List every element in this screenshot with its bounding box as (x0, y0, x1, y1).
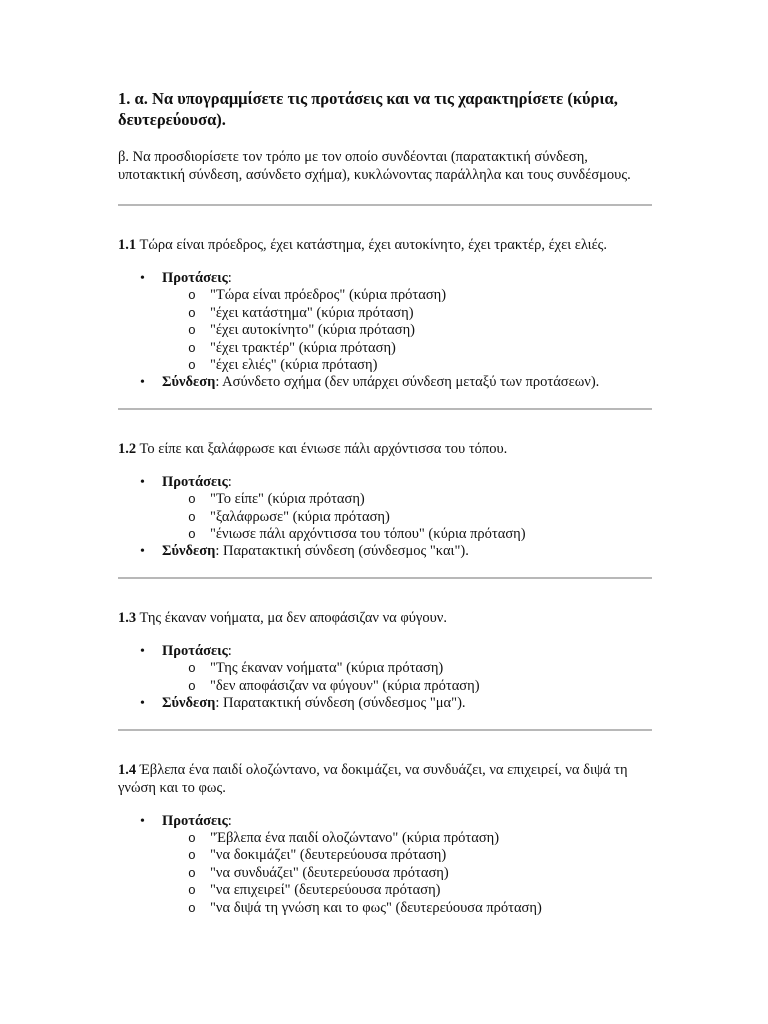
section-divider (118, 577, 652, 579)
exercise-heading: 1. α. Να υπογραμμίσετε τις προτάσεις και να τις χαρακτηρίσετε (κύρια, δευτερεύουσα). (118, 89, 618, 129)
exercise-sentence (118, 761, 650, 797)
clauses-label: Προτάσεις (162, 270, 228, 286)
clause-item: o "Έβλεπα ένα παιδί ολοζώντανο" (κύρια πρόταση) (188, 830, 650, 847)
clause-item: o "Το είπε" (κύρια πρόταση) (188, 491, 650, 508)
clause-item: o "να επιχειρεί" (δευτερεύουσα πρόταση) (188, 882, 650, 899)
clauses-list (162, 287, 650, 374)
connection-bullet (140, 695, 650, 712)
clauses-list (162, 660, 650, 695)
exercise-sentence (118, 440, 650, 458)
exercise-sentence (118, 236, 650, 254)
exercise-instructions: β. Να προσδιορίσετε τον τρόπο με τον οποίο συνδέονται (παρατακτική σύνδεση, υποτακτική σύνδεση, ασύνδετο σχήμα), κυκλώνοντας παράλληλα και τους συνδέσμους. (118, 149, 631, 183)
clauses-label: Προτάσεις (162, 642, 228, 659)
clause-item: o "δεν αποφάσιζαν να φύγουν" (κύρια πρόταση) (188, 678, 650, 695)
clause-item: o "έχει ελιές" (κύρια πρόταση) (188, 357, 650, 374)
clauses-bullet: • Προτάσεις: o "Έβλεπα ένα παιδί ολοζώντανο" (κύρια πρόταση) o "να δοκιμάζει" (δευτερεύουσα πρόταση) o "να συνδυάζει" (δευτερεύουσα πρόταση) o "να επιχειρεί" (δευτερεύουσα πρόταση) o "να διψά τη γνώση και το φως" (δευτερεύουσα πρόταση) (140, 813, 650, 917)
exercise-sentence (118, 609, 650, 627)
clauses-bullet: • Προτάσεις: o "Της έκαναν νοήματα" (κύρια πρόταση) o "δεν αποφάσιζαν να φύγουν" (κύρια πρόταση) (140, 643, 650, 695)
connection-bullet (140, 543, 650, 560)
exercise-item-1-1 (118, 236, 650, 392)
clauses-label: Προτάσεις (162, 812, 228, 829)
clauses-bullet: • Προτάσεις: o "Το είπε" (κύρια πρόταση) o "ξαλάφρωσε" (κύρια πρόταση) o "ένιωσε πάλι αρχόντισσα του τόπου" (κύρια πρόταση) (140, 474, 650, 544)
sentence-text: Έβλεπα ένα παιδί ολοζώντανο, να δοκιμάζει, να συνδυάζει, να επιχειρεί, να διψά τη γνώση και το φως. (118, 761, 628, 796)
sentence-text: Το είπε και ξαλάφρωσε και ένιωσε πάλι αρχόντισσα του τόπου. (139, 440, 508, 457)
item-number: 1.4 (118, 761, 137, 778)
item-number: 1.2 (118, 440, 137, 457)
clause-item: o "ξαλάφρωσε" (κύρια πρόταση) (188, 509, 650, 526)
clause-item: o "έχει τρακτέρ" (κύρια πρόταση) (188, 340, 650, 357)
clause-item: o "να συνδυάζει" (δευτερεύουσα πρόταση) (188, 865, 650, 882)
connection-text: : Παρατακτική σύνδεση (σύνδεσμος "και"). (215, 543, 469, 560)
section-divider (118, 204, 652, 206)
connection-text: : Ασύνδετο σχήμα (δεν υπάρχει σύνδεση μεταξύ των προτάσεων). (215, 374, 600, 391)
connection-label: Σύνδεση (162, 374, 216, 391)
clauses-bullet: • Προτάσεις: o "Τώρα είναι πρόεδρος" (κύρια πρόταση) o "έχει κατάστημα" (κύρια πρόταση) o "έχει αυτοκίνητο" (κύρια πρόταση) o "έχει τρακτέρ" (κύρια πρόταση) o "έχει ελιές" (κύρια πρόταση) (140, 270, 650, 374)
clauses-label: Προτάσεις (162, 473, 228, 490)
connection-label: Σύνδεση (162, 543, 216, 560)
sentence-text: Τώρα είναι πρόεδρος, έχει κατάστημα, έχει αυτοκίνητο, έχει τρακτέρ, έχει ελιές. (139, 237, 608, 253)
clause-item: o "Της έκαναν νοήματα" (κύρια πρόταση) (188, 660, 650, 677)
section-divider (118, 408, 652, 410)
clauses-list (162, 830, 650, 917)
clause-item: o "έχει αυτοκίνητο" (κύρια πρόταση) (188, 322, 650, 339)
clause-item: o "έχει κατάστημα" (κύρια πρόταση) (188, 305, 650, 322)
analysis-list (118, 643, 650, 713)
clause-item: o "ένιωσε πάλι αρχόντισσα του τόπου" (κύρια πρόταση) (188, 526, 650, 543)
connection-text: : Παρατακτική σύνδεση (σύνδεσμος "μα"). (215, 695, 466, 712)
clauses-list (162, 491, 650, 543)
exercise-item-1-3 (118, 609, 650, 713)
exercise-item-1-2 (118, 440, 650, 561)
section-divider (118, 729, 652, 731)
analysis-list (118, 270, 650, 392)
clause-item: o "Τώρα είναι πρόεδρος" (κύρια πρόταση) (188, 287, 650, 304)
clause-item: o "να διψά τη γνώση και το φως" (δευτερεύουσα πρόταση) (188, 900, 650, 917)
analysis-list (118, 813, 650, 917)
analysis-list (118, 474, 650, 561)
item-number: 1.1 (118, 237, 137, 253)
exercise-sections (118, 236, 650, 917)
clause-item: o "να δοκιμάζει" (δευτερεύουσα πρόταση) (188, 847, 650, 864)
sentence-text: Της έκαναν νοήματα, μα δεν αποφάσιζαν να φύγουν. (139, 609, 447, 626)
connection-bullet (140, 374, 650, 391)
exercise-item-1-4 (118, 761, 650, 917)
connection-label: Σύνδεση (162, 695, 216, 712)
item-number: 1.3 (118, 609, 137, 626)
